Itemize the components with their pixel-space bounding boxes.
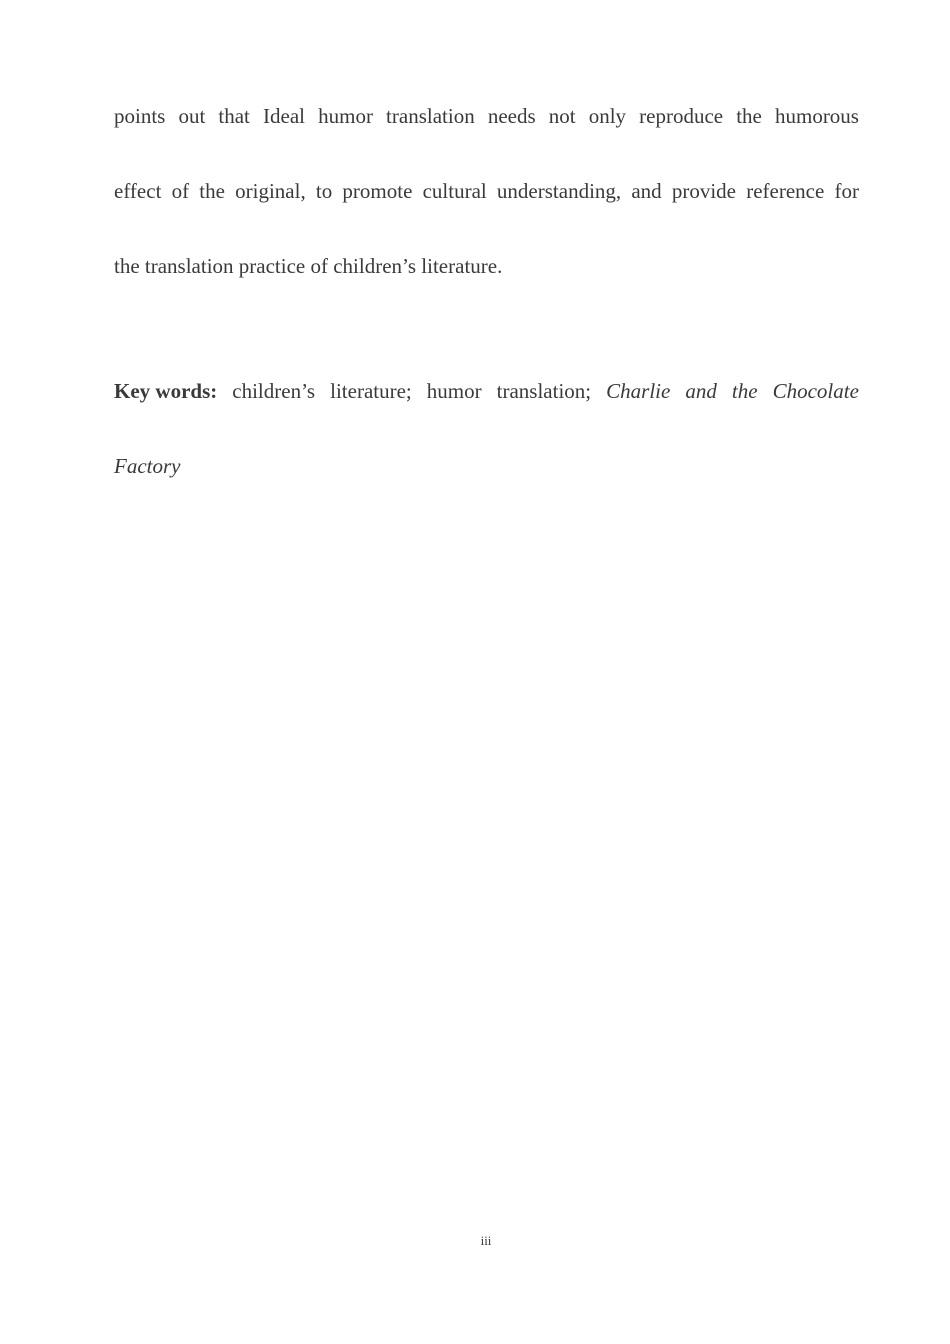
keywords-label: Key words: (114, 379, 218, 403)
body-word: the (736, 104, 762, 128)
body-word: translation (386, 104, 475, 128)
body-word: of (171, 179, 190, 203)
keywords-line (114, 378, 859, 404)
body-word: effect (114, 179, 162, 203)
body-word: provide (671, 179, 737, 203)
body-word: out (178, 104, 206, 128)
body-word: points (114, 104, 166, 128)
page-number: iii (480, 1233, 492, 1248)
body-line-1 (114, 103, 859, 129)
body-word: that (218, 104, 250, 128)
keyword-item: humor (426, 379, 482, 403)
body-word: promote (342, 179, 413, 203)
body-word: Ideal (263, 104, 305, 128)
body-word: only (588, 104, 627, 128)
body-word: understanding, (496, 179, 622, 203)
body-word: the (199, 179, 225, 203)
keyword-title-word: Charlie (606, 379, 671, 403)
body-word: to (315, 179, 333, 203)
keyword-title-word: the (731, 379, 758, 403)
keyword-title-continued: Factory (114, 454, 181, 478)
body-word: cultural (422, 179, 487, 203)
body-word: for (834, 179, 859, 203)
body-word: original, (235, 179, 306, 203)
keyword-item: literature; (330, 379, 412, 403)
body-word: reproduce (639, 104, 724, 128)
body-word: needs (487, 104, 536, 128)
body-line-3: the translation practice of children’s literature. (114, 254, 503, 278)
body-word: humor (318, 104, 373, 128)
body-word: not (548, 104, 576, 128)
keyword-title-word: Chocolate (772, 379, 859, 403)
body-word: and (631, 179, 662, 203)
keyword-title-word: and (685, 379, 717, 403)
keyword-item: children’s (232, 379, 316, 403)
body-line-2 (114, 178, 859, 204)
body-word: reference (746, 179, 825, 203)
body-word: humorous (774, 104, 859, 128)
keyword-item: translation; (496, 379, 592, 403)
